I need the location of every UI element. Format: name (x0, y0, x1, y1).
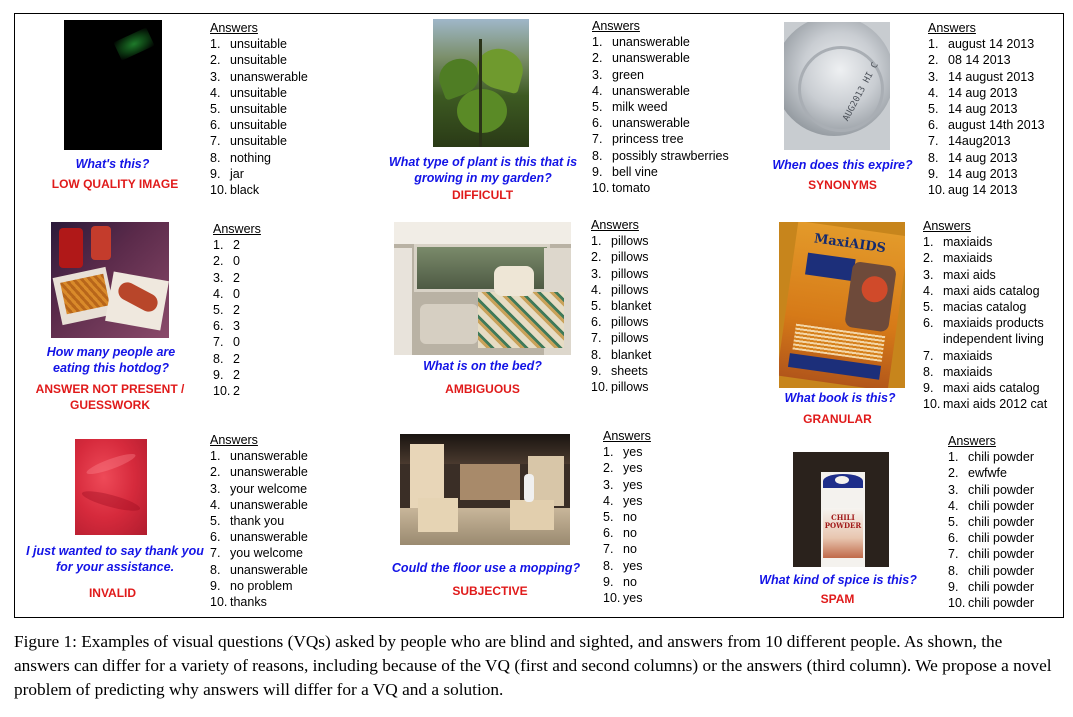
answer-item: 2. unsuitable (210, 53, 287, 68)
spice-photo (793, 452, 889, 567)
answer-item: 2. 08 14 2013 (928, 53, 1011, 68)
answer-item: 6. no (603, 526, 637, 541)
answer-item: 10. maxi aids 2012 cat (923, 397, 1048, 412)
spice-label: CHILI POWDER (824, 513, 862, 530)
category-label: ANSWER NOT PRESENT / GUESSWORK (35, 382, 185, 412)
answer-item: 10. pillows (591, 380, 649, 395)
answers-header: Answers (210, 21, 258, 35)
fabric-photo (75, 439, 147, 535)
answers-list (603, 428, 651, 606)
answer-item: 2. 0 (213, 254, 240, 269)
category-label: LOW QUALITY IMAGE (51, 177, 179, 191)
answer-item: 1. august 14 2013 (928, 37, 1035, 52)
answers-header: Answers (591, 218, 639, 232)
answer-item: 5. milk weed (592, 100, 668, 115)
answer-item: 1. unanswerable (210, 449, 308, 464)
answer-item: 1. unsuitable (210, 37, 287, 52)
book-brand: MaxiAIDS (813, 231, 887, 257)
answer-item: 4. unanswerable (592, 83, 690, 98)
answer-item: 3. your welcome (210, 481, 308, 496)
answer-item: 9. bell vine (592, 164, 658, 179)
answer-item: 7. no (603, 542, 637, 557)
answer-item: 3. pillows (591, 266, 649, 281)
answer-item: 4. chili powder (948, 498, 1035, 513)
answer-item: 5. 2 (213, 303, 240, 318)
answer-item: 5. blanket (591, 299, 652, 314)
answer-item: 6. chili powder (948, 531, 1035, 546)
answer-item: 6. unanswerable (210, 530, 308, 545)
answer-item: 8. chili powder (948, 563, 1035, 578)
answer-item: 10. tomato (592, 181, 651, 196)
answer-item: 1. pillows (591, 234, 649, 249)
answer-item: 9. sheets (591, 363, 648, 378)
question-text: What is on the bed? (423, 359, 542, 373)
answer-item: 4. 0 (213, 286, 240, 301)
answer-item: 3. unanswerable (210, 69, 308, 84)
answer-item: 5. macias catalog (923, 300, 1027, 315)
answer-item: 4. unanswerable (210, 497, 308, 512)
answer-item: 9. 14 aug 2013 (928, 166, 1018, 181)
answer-item: 5. thank you (210, 514, 285, 529)
answer-item: 1. yes (603, 445, 643, 460)
answer-item: 5. chili powder (948, 515, 1035, 530)
answer-item: 2. unanswerable (592, 51, 690, 66)
answer-item: 6. unanswerable (592, 116, 690, 131)
answer-item: 2. unanswerable (210, 465, 308, 480)
answers-list (923, 218, 1055, 412)
answer-item: 9. no (603, 574, 637, 589)
answers-list (592, 18, 729, 196)
answers-header: Answers (213, 222, 261, 236)
answers-header: Answers (928, 21, 976, 35)
answer-item: 7. 0 (213, 335, 240, 350)
answer-item: 10. aug 14 2013 (928, 183, 1018, 198)
answer-item: 9. 2 (213, 367, 240, 382)
answer-item: 1. unanswerable (592, 35, 690, 50)
answer-item: 2. maxiaids (923, 251, 993, 266)
question-text: What book is this? (784, 391, 896, 405)
question-text: What's this? (75, 157, 150, 171)
answers-list (213, 221, 261, 399)
kitchen-photo (400, 434, 570, 545)
answer-item: 3. green (592, 67, 644, 82)
answer-item: 8. maxiaids (923, 364, 993, 379)
answer-item: 5. no (603, 510, 637, 525)
answer-item: 7. maxiaids (923, 348, 993, 363)
answer-item: 3. 14 august 2013 (928, 69, 1035, 84)
answer-item: 5. 14 aug 2013 (928, 102, 1018, 117)
answer-item: 2. yes (603, 461, 643, 476)
answer-item: 4. maxi aids catalog (923, 283, 1040, 298)
can-photo (784, 22, 890, 150)
answer-item: 8. blanket (591, 347, 652, 362)
answer-item: 7. 14aug2013 (928, 134, 1011, 149)
answer-item: 10. thanks (210, 595, 267, 610)
category-label: GRANULAR (803, 412, 872, 426)
category-label: AMBIGUOUS (445, 382, 520, 396)
category-label: INVALID (88, 586, 137, 600)
answer-item: 10. chili powder (948, 596, 1035, 611)
answer-item: 9. chili powder (948, 579, 1035, 594)
answers-list (210, 20, 308, 198)
answer-item: 9. no problem (210, 578, 293, 593)
answer-item: 10. 2 (213, 384, 240, 399)
answer-item: 7. princess tree (592, 132, 684, 147)
answer-item: 8. yes (603, 558, 643, 573)
answer-item: 3. yes (603, 477, 643, 492)
answer-item: 6. pillows (591, 315, 649, 330)
answers-header: Answers (923, 219, 971, 233)
answer-item: 8. unanswerable (210, 562, 308, 577)
answer-item: 1. 2 (213, 238, 240, 253)
answer-item: 2. pillows (591, 250, 649, 265)
answers-list (210, 432, 308, 610)
answer-item: 7. pillows (591, 331, 649, 346)
answers-list (591, 217, 651, 395)
category-label: DIFFICULT (451, 188, 514, 202)
category-label: SPAM (820, 592, 855, 606)
question-text: What kind of spice is this? (759, 573, 917, 587)
answers-list (948, 433, 1034, 611)
answers-list (928, 20, 1045, 198)
answer-item: 6. august 14th 2013 (928, 118, 1045, 133)
answer-item: 6. unsuitable (210, 118, 287, 133)
plant-photo (433, 19, 529, 147)
question-text: I just wanted to say thank you for your assistance. (26, 544, 204, 574)
answer-item: 9. jar (210, 166, 244, 181)
book-photo (779, 222, 905, 388)
answer-item: 1. chili powder (948, 450, 1035, 465)
answer-item: 6. maxiaids products independent living (923, 316, 1044, 347)
answer-item: 8. nothing (210, 150, 272, 165)
question-text: When does this expire? (772, 158, 913, 172)
can-print: AUG2013 HI C (841, 60, 881, 124)
answer-item: 4. unsuitable (210, 85, 287, 100)
answer-item: 2. ewfwfe (948, 466, 1007, 481)
answer-item: 8. possibly strawberries (592, 148, 729, 163)
figure-caption: Figure 1: Examples of visual questions (VQs) asked by people who are blind and sighted, and answers from 10 different people. As shown, the answers can differ for a variety of reasons, including because of the VQ (first and second columns) or the answers (third column). We propose a novel problem of predicting why answers will differ for a VQ and a solution. (14, 632, 1052, 699)
answer-item: 7. you welcome (210, 546, 303, 561)
answer-item: 10. black (210, 183, 260, 198)
answer-item: 6. 3 (213, 319, 240, 334)
answer-item: 7. unsuitable (210, 134, 287, 149)
bed-photo (394, 222, 571, 355)
category-label: SYNONYMS (808, 178, 877, 192)
answer-item: 8. 14 aug 2013 (928, 150, 1018, 165)
answer-item: 4. pillows (591, 282, 649, 297)
answer-item: 10. yes (603, 591, 643, 606)
question-text: What type of plant is this that is growing in my garden? (388, 155, 578, 185)
answers-header: Answers (948, 434, 996, 448)
question-text: Could the floor use a mopping? (391, 561, 581, 575)
answer-item: 4. 14 aug 2013 (928, 85, 1018, 100)
category-label: SUBJECTIVE (452, 584, 528, 598)
answer-item: 3. maxi aids (923, 267, 996, 282)
answer-item: 1. maxiaids (923, 235, 993, 250)
answers-header: Answers (210, 433, 258, 447)
answer-item: 3. 2 (213, 270, 240, 285)
hotdog-photo (51, 222, 169, 338)
dark-photo (64, 20, 162, 150)
answer-item: 7. chili powder (948, 547, 1035, 562)
answer-item: 3. chili powder (948, 482, 1035, 497)
answers-header: Answers (592, 19, 640, 33)
answer-item: 9. maxi aids catalog (923, 381, 1040, 396)
answer-item: 5. unsuitable (210, 102, 287, 117)
answer-item: 8. 2 (213, 351, 240, 366)
answers-header: Answers (603, 429, 651, 443)
question-text: How many people are eating this hotdog? (46, 345, 176, 375)
answer-item: 4. yes (603, 493, 643, 508)
